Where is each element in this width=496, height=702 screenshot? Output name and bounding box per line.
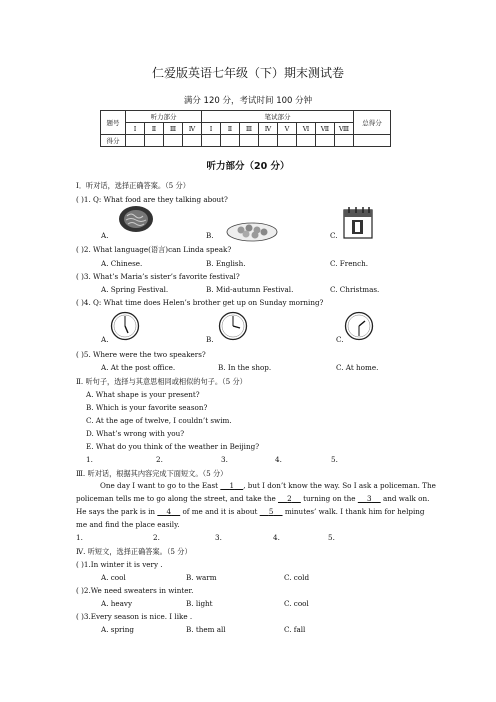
clock-icon [218, 311, 248, 341]
blank-1[interactable] [220, 481, 243, 490]
answer-number[interactable]: 1. [86, 455, 93, 464]
answer-number[interactable]: 4. [275, 455, 282, 464]
score-table-defen: 得分 [101, 135, 126, 147]
part2-option-d: D. What’s wrong with you? [86, 429, 185, 438]
score-col: Ⅱ [145, 123, 164, 135]
score-cell[interactable] [259, 135, 278, 147]
blank-5[interactable] [260, 507, 283, 516]
score-cell[interactable] [221, 135, 240, 147]
answer-number[interactable]: 1. [76, 533, 83, 542]
calendar-icon [342, 206, 374, 240]
score-cell[interactable] [240, 135, 259, 147]
p4q1-option-b[interactable]: B. warm [186, 573, 217, 582]
part2-option-e: E. What do you think of the weather in Beijing? [86, 442, 260, 451]
score-cell[interactable] [354, 135, 391, 147]
score-table-listening: 听力部分 [126, 111, 202, 123]
score-col: Ⅳ [183, 123, 202, 135]
part4-heading: Ⅳ. 听短文，选择正确答案。（5 分） [76, 547, 192, 556]
q4-option-c[interactable]: C. [336, 335, 344, 344]
score-cell[interactable] [126, 135, 145, 147]
passage-text: and walk on. [380, 494, 430, 503]
score-col: Ⅴ [278, 123, 297, 135]
passage-text: , but I don’t know the way. So I ask a policeman. The [243, 481, 436, 490]
q3-option-c[interactable]: C. Christmas. [330, 285, 380, 294]
passage-line [100, 481, 436, 490]
blank-number: 2 [287, 494, 292, 503]
score-cell[interactable] [278, 135, 297, 147]
food-plate-icon [118, 205, 154, 233]
score-col: Ⅰ [126, 123, 145, 135]
score-table-tihao: 题号 [101, 111, 126, 135]
q3-option-b[interactable]: B. Mid-autumn Festival. [206, 285, 294, 294]
p4q1-option-a[interactable]: A. cool [101, 573, 126, 582]
score-col: Ⅲ [164, 123, 183, 135]
p4q3-option-c[interactable]: C. fall [284, 625, 306, 634]
score-cell[interactable] [335, 135, 354, 147]
q5-option-b[interactable]: B. In the shop. [218, 363, 272, 372]
q4-option-b[interactable]: B. [206, 335, 214, 344]
q2-option-b[interactable]: B. English. [206, 259, 246, 268]
part4-q2: ( )2.We need sweaters in winter. [76, 586, 194, 595]
passage-text: of me and it is about [180, 507, 260, 516]
passage-line [76, 520, 179, 529]
blank-2[interactable] [278, 494, 301, 503]
part2-option-a: A. What shape is your present? [86, 390, 200, 399]
part1-q4: ( )4. Q: What time does Helen’s brother get up on Sunday morning? [76, 298, 324, 307]
q3-option-a[interactable]: A. Spring Festival. [101, 285, 169, 294]
passage-text: He says the park is in [76, 507, 158, 516]
passage-line [76, 494, 429, 503]
q1-option-b[interactable]: B. [206, 231, 214, 240]
answer-number[interactable]: 4. [273, 533, 280, 542]
blank-number: 5 [268, 507, 274, 516]
passage-line [76, 507, 425, 516]
page-subtitle: 满分 120 分，考试时间 100 分钟 [183, 96, 313, 106]
blank-number: 4 [166, 507, 172, 516]
q1-option-a[interactable]: A. [101, 231, 109, 240]
p4q2-option-b[interactable]: B. light [186, 599, 213, 608]
blank-number: 1 [229, 481, 235, 490]
part3-heading: Ⅲ. 听对话，根据其内容完成下面短文。（5 分） [76, 469, 228, 478]
page-title: 仁爱版英语七年级（下）期末测试卷 [151, 66, 344, 80]
passage-text: me and find the place easily. [76, 520, 180, 529]
blank-4[interactable] [157, 507, 180, 516]
answer-number[interactable]: 3. [215, 533, 222, 542]
answer-number[interactable]: 5. [331, 455, 338, 464]
dumplings-icon [226, 220, 278, 242]
score-col: Ⅲ [240, 123, 259, 135]
blank-number: 3 [366, 494, 372, 503]
blank-3[interactable] [358, 494, 381, 503]
q1-option-c[interactable]: C. [330, 231, 338, 240]
passage-text: minutes’ walk. I thank him for helping [282, 507, 425, 516]
part1-q2: ( )2. What language(语言)can Linda speak? [76, 245, 232, 254]
score-table-written: 笔试部分 [202, 111, 354, 123]
score-cell[interactable] [145, 135, 164, 147]
passage-text: One day I want to go to the East [100, 481, 221, 490]
part1-q5: ( )5. Where were the two speakers? [76, 350, 206, 359]
score-cell[interactable] [183, 135, 202, 147]
score-cell[interactable] [164, 135, 183, 147]
p4q3-option-b[interactable]: B. them all [186, 625, 226, 634]
passage-text: policeman tells me to go along the street, and take the [76, 494, 278, 503]
p4q3-option-a[interactable]: A. spring [101, 625, 135, 634]
score-col: Ⅵ [297, 123, 316, 135]
part4-q3: ( )3.Every season is nice. I like . [76, 612, 193, 621]
answer-number[interactable]: 2. [156, 455, 163, 464]
q5-option-a[interactable]: A. At the post office. [101, 363, 176, 372]
part1-heading: Ⅰ．听对话，选择正确答案。（5 分） [76, 181, 190, 190]
p4q2-option-c[interactable]: C. cool [284, 599, 309, 608]
score-col: Ⅷ [335, 123, 354, 135]
part2-option-b: B. Which is your favorite season? [86, 403, 208, 412]
score-table-total: 总得分 [354, 111, 391, 135]
p4q2-option-a[interactable]: A. heavy [101, 599, 133, 608]
q4-option-a[interactable]: A. [101, 335, 109, 344]
score-table [100, 110, 391, 147]
answer-number[interactable]: 3. [221, 455, 228, 464]
part2-heading: Ⅱ. 听句子，选择与其意思相同或相似的句子。（5 分） [76, 377, 247, 386]
q5-option-c[interactable]: C. At home. [336, 363, 379, 372]
part2-option-c: C. At the age of twelve, I couldn’t swim. [86, 416, 232, 425]
clock-icon [344, 311, 374, 341]
score-cell[interactable] [316, 135, 335, 147]
clock-icon [110, 311, 140, 341]
part4-q1: ( )1.In winter it is very . [76, 560, 163, 569]
p4q1-option-c[interactable]: C. cold [284, 573, 310, 582]
part1-q1: ( )1. Q: What food are they talking about? [76, 195, 228, 204]
score-cell[interactable] [297, 135, 316, 147]
score-col: Ⅶ [316, 123, 335, 135]
q2-option-c[interactable]: C. French. [330, 259, 369, 268]
score-col: Ⅰ [202, 123, 221, 135]
q2-option-a[interactable]: A. Chinese. [101, 259, 143, 268]
score-col: Ⅱ [221, 123, 240, 135]
passage-text: turning on the [300, 494, 358, 503]
score-cell[interactable] [202, 135, 221, 147]
score-col: Ⅳ [259, 123, 278, 135]
part1-q3: ( )3. What’s Maria’s sister’s favorite festival? [76, 272, 240, 281]
answer-number[interactable]: 2. [153, 533, 160, 542]
answer-number[interactable]: 5. [328, 533, 335, 542]
section-title: 听力部分（20 分） [206, 161, 290, 172]
